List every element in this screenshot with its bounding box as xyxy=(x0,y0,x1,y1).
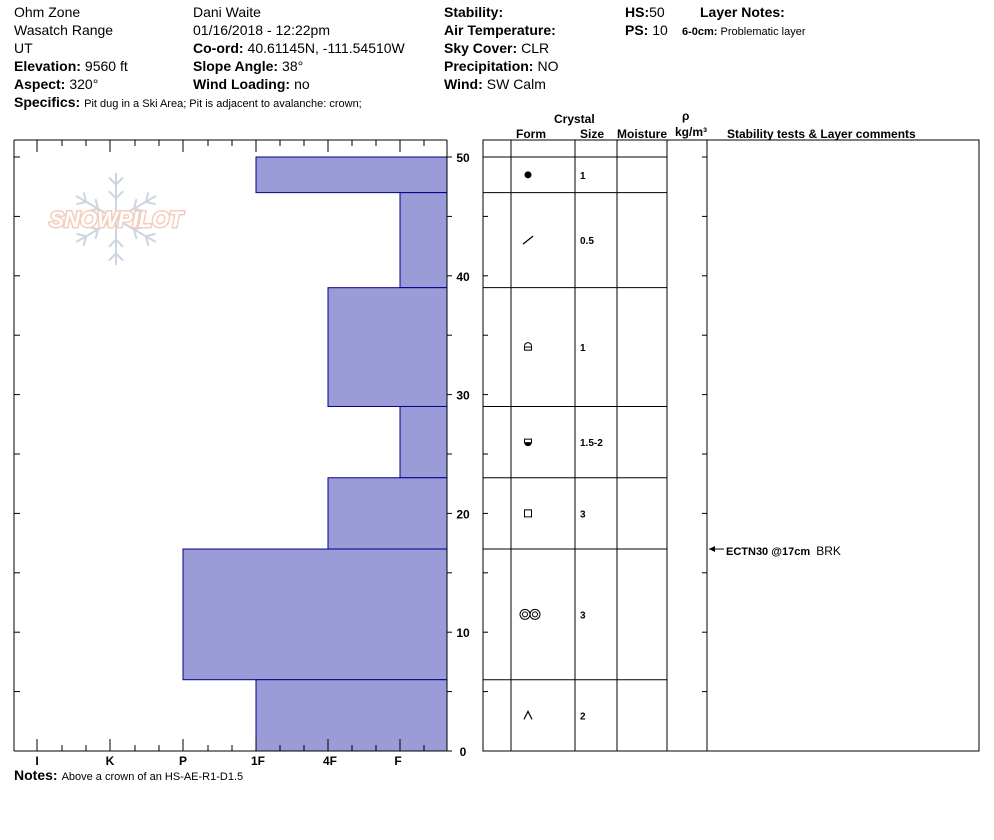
stability-test-annotation xyxy=(726,543,841,560)
hardness-label: P xyxy=(178,754,188,768)
hs-label: HS: xyxy=(625,4,650,20)
depth-label: 30 xyxy=(456,388,470,403)
faceted-rounded-shape xyxy=(525,343,532,351)
depth-label: 40 xyxy=(456,269,470,284)
layer-note-range: 6-0cm: xyxy=(682,26,718,38)
col-size: Size xyxy=(580,127,605,141)
hardness-label: F xyxy=(394,754,402,768)
depth-label: 10 xyxy=(456,626,470,641)
air-temp-label: Air Temperature: xyxy=(444,22,556,38)
depth-hoar-caret xyxy=(524,711,532,719)
depth-label: 20 xyxy=(456,507,470,522)
snowflake-branch xyxy=(76,202,86,205)
crystal-size: 1.5-2 xyxy=(580,438,603,450)
ps-value: 10 xyxy=(652,22,668,38)
melt-ring-inner xyxy=(533,612,538,617)
rounding-facet-icon xyxy=(525,439,532,446)
layer-notes-label: Layer Notes: xyxy=(700,4,785,20)
depth-hoar-icon xyxy=(524,711,532,719)
state-name: UT xyxy=(14,40,33,56)
stability-test-text: ECTN30 @17cm xyxy=(726,546,811,558)
col-density-unit: kg/m³ xyxy=(675,125,708,139)
hardness-label: 4F xyxy=(322,754,338,768)
hardness-bar xyxy=(183,549,447,680)
range-name: Wasatch Range xyxy=(14,22,114,38)
aspect-label: Aspect: xyxy=(14,76,66,92)
hardness-bar xyxy=(400,193,447,288)
sky-cover-value: CLR xyxy=(521,40,550,56)
depth-label: 50 xyxy=(456,151,470,165)
snowflake-branch xyxy=(109,254,116,261)
hardness-bar xyxy=(256,157,447,193)
crystal-size: 3 xyxy=(580,610,586,622)
layer-note-text: Problematic layer xyxy=(720,26,806,38)
crystal-size: 1 xyxy=(580,170,586,182)
notes-label: Notes: xyxy=(14,767,58,783)
logo-text: SNOWPILOT xyxy=(49,207,183,232)
sky-cover-label: Sky Cover: xyxy=(444,40,518,56)
wind-value: SW Calm xyxy=(486,76,546,92)
elevation-label: Elevation: xyxy=(14,58,81,74)
crystal-size: 2 xyxy=(580,711,586,723)
precip-label: Precipitation: xyxy=(444,58,534,74)
location-name: Ohm Zone xyxy=(14,4,81,20)
melt-clusters-icon xyxy=(520,609,540,619)
col-stability-comments: Stability tests & Layer comments xyxy=(727,127,916,141)
rounds-icon xyxy=(525,171,532,178)
hardness-bar xyxy=(328,478,447,549)
layer-table-frame xyxy=(483,140,979,751)
stability-test-result: BRK xyxy=(816,544,841,558)
stability-test-arrowhead xyxy=(709,546,715,552)
hardness-label: K xyxy=(105,754,115,768)
snowflake-branch xyxy=(76,234,86,237)
facets-icon xyxy=(525,510,532,517)
aspect-value: 320° xyxy=(69,76,99,92)
rounds-dot xyxy=(525,171,532,178)
observer-name: Dani Waite xyxy=(193,4,261,20)
crystal-size: 3 xyxy=(580,509,586,521)
decomposing-icon xyxy=(523,236,533,244)
hs-value: 50 xyxy=(649,4,665,20)
snowflake-branch xyxy=(116,240,123,247)
snowflake-branch xyxy=(146,234,156,237)
ps-label: PS: xyxy=(625,22,649,38)
wind-loading-label: Wind Loading: xyxy=(193,76,291,92)
col-moisture: Moisture xyxy=(617,127,668,141)
crystal-size: 1 xyxy=(580,343,586,355)
faceted-rounded-icon xyxy=(525,343,532,351)
col-form: Form xyxy=(516,127,546,141)
slope-value: 38° xyxy=(282,58,304,74)
hardness-label: 1F xyxy=(250,754,266,768)
hardness-bar xyxy=(328,288,447,407)
col-crystal: Crystal xyxy=(554,112,595,126)
snowflake-branch xyxy=(109,177,116,184)
snowflake-branch xyxy=(116,191,123,198)
slope-label: Slope Angle: xyxy=(193,58,279,74)
hardness-bar xyxy=(256,680,447,751)
snowflake-branch xyxy=(116,254,123,261)
snowflake-branch xyxy=(109,191,116,198)
snowpilot-logo xyxy=(49,173,184,265)
wind-label: Wind: xyxy=(444,76,483,92)
facets-square xyxy=(525,510,532,517)
elevation-value: 9560 ft xyxy=(84,58,128,74)
hardness-label: I xyxy=(35,754,39,768)
crystal-size: 0.5 xyxy=(580,236,594,248)
notes-value: Above a crown of an HS-AE-R1-D1.5 xyxy=(61,771,244,783)
hardness-bar xyxy=(400,406,447,477)
snowflake-branch xyxy=(116,177,123,184)
decomposing-stroke xyxy=(523,236,533,244)
coord-value: 40.61145N, -111.54510W xyxy=(247,40,405,56)
wind-loading-value: no xyxy=(294,76,310,92)
melt-ring xyxy=(520,609,530,619)
coord-label: Co-ord: xyxy=(193,40,244,56)
snowflake-branch xyxy=(109,240,116,247)
depth-label: 0 xyxy=(459,745,467,759)
specifics-value: Pit dug in a Ski Area; Pit is adjacent to avalanche: crown; xyxy=(84,98,362,110)
col-rho: ρ xyxy=(682,109,690,123)
observation-datetime: 01/16/2018 - 12:22pm xyxy=(193,22,330,38)
specifics-label: Specifics: xyxy=(14,94,81,110)
stability-label: Stability: xyxy=(444,4,504,20)
melt-ring-inner xyxy=(523,612,528,617)
precip-value: NO xyxy=(537,58,559,74)
melt-ring xyxy=(530,609,540,619)
snowflake-branch xyxy=(146,202,156,205)
notes-field xyxy=(14,767,243,785)
